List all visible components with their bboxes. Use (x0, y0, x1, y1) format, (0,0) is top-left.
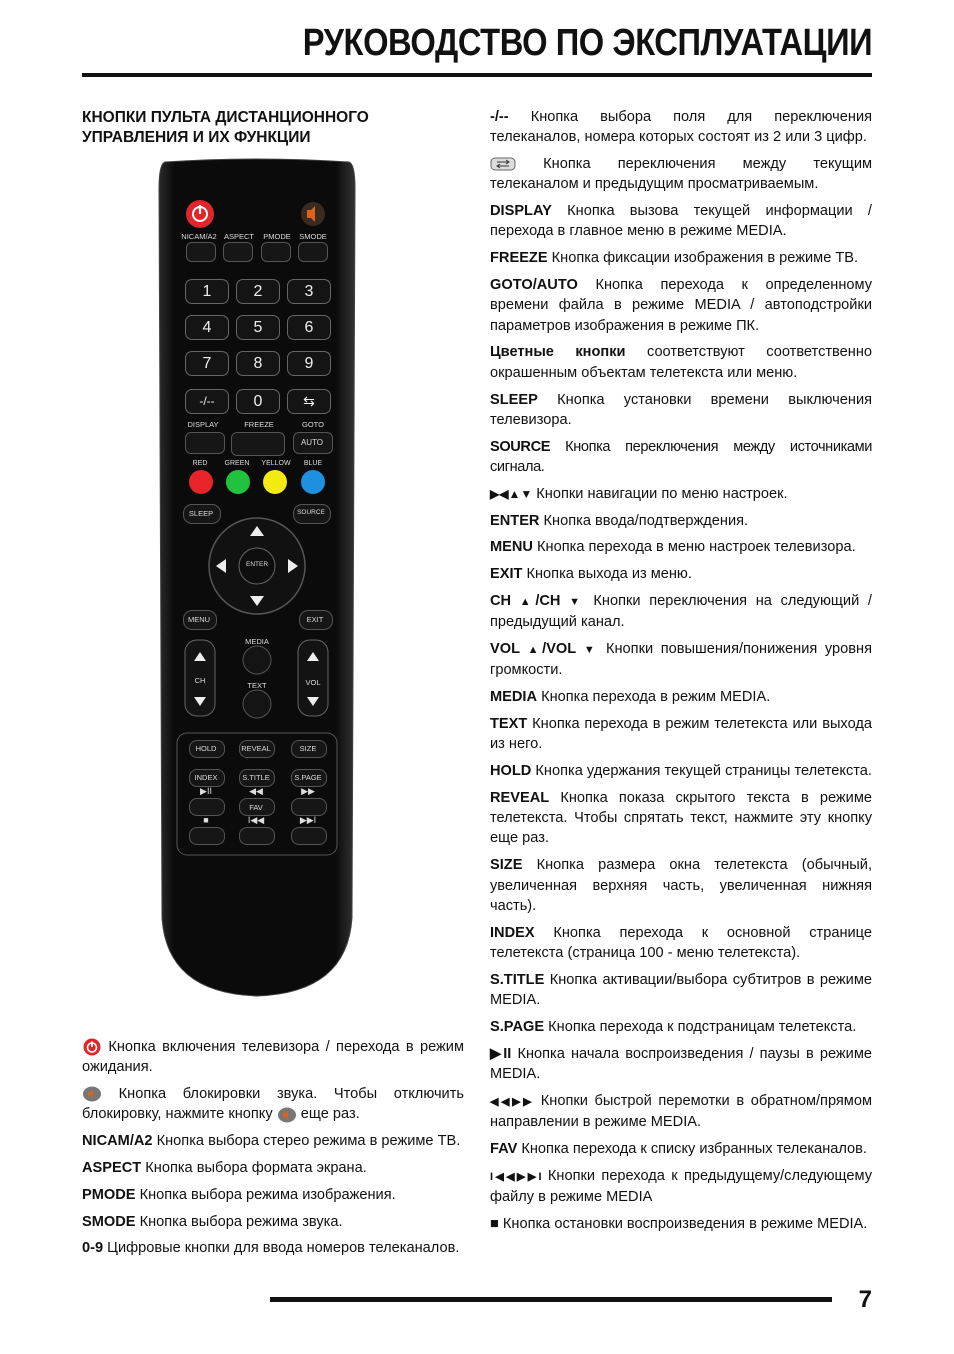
goto-key: GOTO/AUTO (490, 277, 578, 294)
vol-item (490, 639, 872, 681)
blue-button (301, 470, 325, 494)
media-item (490, 687, 872, 707)
sleep-label: SLEEP (188, 509, 214, 518)
fav-text: Кнопка перехода к списку избранных телеканалов. (521, 1140, 867, 1157)
freeze-label: FREEZE (244, 420, 274, 429)
display-label: DISPLAY (187, 420, 219, 429)
spage-item (490, 1017, 872, 1037)
ch-text: Кнопки переключения на следующий / предыдущий канал. (490, 592, 872, 631)
mute-item (82, 1084, 464, 1125)
digits-key: 0-9 (82, 1240, 104, 1257)
menu-text: Кнопка перехода в меню настроек телевизора. (537, 539, 856, 556)
footer-rule (270, 1297, 832, 1302)
source-key: SOURCE (490, 438, 551, 455)
page-number: 7 (858, 1286, 872, 1313)
aspect-button (223, 242, 253, 262)
spage-key: S.PAGE (490, 1018, 545, 1035)
hold-text: Кнопка удержания текущей страницы телетекста. (535, 763, 872, 780)
goto-item (490, 275, 872, 336)
prev-button (239, 827, 275, 845)
ffrew-text: Кнопки быстрой перемотки в обратном/прямом направлении в режиме MEDIA. (490, 1092, 872, 1130)
freeze-text: Кнопка фиксации изображения в режиме ТВ. (551, 250, 859, 267)
dash-item (490, 107, 872, 148)
index-item (490, 923, 872, 964)
display-button (185, 432, 225, 454)
digit-9-button: 9 (287, 351, 331, 376)
text-key: TEXT (490, 715, 528, 732)
pmode-label: PMODE (263, 232, 291, 241)
display-item (490, 201, 872, 242)
digits-text: Цифровые кнопки для ввода номеров телеканалов. (107, 1240, 460, 1257)
sleep-item (490, 390, 872, 431)
ch-label: CH (194, 676, 206, 685)
smode-key: SMODE (82, 1213, 136, 1230)
freeze-item (490, 248, 872, 268)
hold-key: HOLD (490, 763, 532, 780)
digit-3-button: 3 (287, 279, 331, 304)
dash-text: Кнопка выбора поля для переключения телеканалов, номера которых состоят из 2 или 3 цифр. (490, 109, 872, 146)
play-pause-icon: ▶II (490, 1045, 512, 1062)
aspect-text: Кнопка выбора формата экрана. (145, 1159, 367, 1176)
display-key: DISPLAY (490, 203, 552, 220)
nicam-key: NICAM/A2 (82, 1133, 153, 1150)
exit-label: EXIT (306, 615, 324, 624)
enter-label: ENTER (245, 561, 269, 568)
source-text: Кнопка переключения между источниками сигнала. (490, 438, 873, 475)
red-label: RED (192, 460, 208, 467)
aspect-key: ASPECT (82, 1159, 142, 1176)
source-item (490, 437, 872, 478)
enter-key: ENTER (490, 512, 540, 529)
reveal-key: REVEAL (490, 789, 550, 806)
stop-icon: ■ (490, 1215, 499, 1232)
ff-button (291, 798, 327, 816)
goto-label: GOTO (302, 420, 324, 429)
colorkeys-item (490, 342, 872, 383)
media-text: Кнопка перехода в режим MEDIA. (541, 689, 771, 706)
aspect-label: ASPECT (223, 232, 254, 241)
digit-7-button: 7 (185, 351, 229, 376)
ch-key: CH (490, 592, 512, 609)
nav-arrows-icon: ▶◀▲▼ (490, 486, 533, 501)
digit-1-button: 1 (185, 279, 229, 304)
display-text: Кнопка вызова текущей информации / перехода в главное меню в режиме MEDIA. (490, 203, 872, 240)
colorkeys-text: соответствуют соответственно окрашенным объектам телетекста или меню. (490, 344, 872, 381)
size-label: SIZE (299, 744, 317, 753)
sleep-key: SLEEP (490, 391, 538, 408)
pmode-text: Кнопка выбора режима изображения. (139, 1186, 396, 1203)
prevnext-text: Кнопки перехода к предыдущему/следующему файлу в режиме MEDIA (490, 1167, 872, 1205)
playpause-text: Кнопка начала воспроизведения / паузы в режиме MEDIA. (490, 1045, 872, 1082)
freeze-button (231, 432, 285, 456)
digit-4-button: 4 (185, 315, 229, 340)
fast-forward-icon: ▶▶ (301, 786, 315, 796)
enter-text: Кнопка ввода/подтверждения. (543, 512, 749, 529)
stitle-label: S.TITLE (242, 773, 270, 782)
vol-key: VOL (490, 641, 520, 658)
text-label: TEXT (247, 681, 267, 690)
header-rule (82, 73, 872, 77)
hold-item (490, 761, 872, 781)
recall-button: ⇆ (287, 389, 331, 414)
menu-key: MENU (490, 539, 533, 556)
smode-text: Кнопка выбора режима звука. (139, 1213, 343, 1230)
mute-icon (277, 1107, 297, 1123)
ch-item (490, 591, 872, 633)
digit-8-button: 8 (236, 351, 280, 376)
index-text: Кнопка перехода к основной странице телетекста (страница 100 - меню телетекста). (490, 924, 872, 961)
stop-button (189, 827, 225, 845)
fav-key: FAV (490, 1140, 518, 1157)
digit-0-button: 0 (236, 389, 280, 414)
enter-item (490, 511, 872, 531)
menu-item (490, 537, 872, 557)
vol-label: VOL (305, 678, 321, 687)
section-title: КНОПКИ ПУЛЬТА ДИСТАНЦИОННОГО УПРАВЛЕНИЯ И ИХ ФУНКЦИИ (82, 109, 369, 146)
index-label: INDEX (194, 773, 218, 782)
media-key: MEDIA (490, 689, 538, 706)
recall-text: Кнопка переключения между текущим телеканалом и предыдущим просматриваемым. (490, 156, 872, 193)
reveal-text: Кнопка показа скрытого текста в режиме телетекста. Чтобы спрятать текст, нажмите эту кнопку еще раз. (490, 789, 872, 847)
recall-item (490, 154, 872, 195)
rewind-icon: ◀◀ (249, 786, 263, 796)
digit-5-button: 5 (236, 315, 280, 340)
exit-item (490, 564, 872, 584)
pmode-item (82, 1185, 464, 1205)
recall-icon (490, 157, 516, 171)
play-pause-button (189, 798, 225, 816)
vol-text: Кнопки повышения/понижения уровня громкости. (490, 641, 872, 679)
auto-label: AUTO (300, 438, 324, 447)
sleep-text: Кнопка установки времени выключения телевизора. (490, 391, 872, 428)
nicam-button (186, 242, 216, 262)
pmode-key: PMODE (82, 1186, 136, 1203)
freeze-key: FREEZE (490, 250, 548, 267)
ffrew-item (490, 1091, 872, 1133)
up-triangle-icon: ▲ (527, 644, 543, 657)
smode-button (298, 242, 328, 262)
nicam-label: NICAM/A2 (181, 232, 217, 241)
vol-key-2: /VOL (542, 641, 577, 658)
power-item (82, 1037, 464, 1078)
source-label: SOURCE (297, 509, 325, 516)
remote-control-image (157, 158, 357, 998)
fav-label: FAV (249, 803, 263, 812)
reveal-label: REVEAL (241, 744, 271, 753)
nicam-text: Кнопка выбора стерео режима в режиме ТВ. (156, 1133, 461, 1150)
smode-label: SMODE (299, 232, 327, 241)
stop-item (490, 1214, 872, 1234)
green-button (226, 470, 250, 494)
exit-key: EXIT (490, 566, 523, 583)
stitle-text: Кнопка активации/выбора субтитров в режиме MEDIA. (490, 971, 872, 1008)
dash-button: -/-- (185, 389, 229, 414)
play-pause-icon: ▶II (200, 786, 212, 796)
prev-next-icon: I◀◀▶▶I (490, 1170, 542, 1183)
playpause-item (490, 1044, 872, 1085)
next-icon: ▶▶I (299, 815, 317, 825)
reveal-item (490, 788, 872, 849)
green-label: GREEN (224, 460, 250, 467)
fast-forward-rewind-icon: ◀◀▶▶ (490, 1095, 535, 1108)
text-item (490, 714, 872, 755)
menu-label: MENU (187, 615, 211, 624)
nav-text: Кнопки навигации по меню настроек. (536, 485, 788, 502)
prev-icon: I◀◀ (247, 815, 265, 825)
stitle-item (490, 970, 872, 1011)
nav-item (490, 484, 872, 504)
power-icon (82, 1038, 102, 1056)
mute-text-1: Кнопка блокировки звука. Чтобы отключить блокировку, нажмите кнопку (82, 1086, 464, 1123)
digit-2-button: 2 (236, 279, 280, 304)
page-title: РУКОВОДСТВО ПО ЭКСПЛУАТАЦИИ (302, 22, 872, 64)
fav-item (490, 1139, 872, 1159)
next-button (291, 827, 327, 845)
digits-item (82, 1238, 464, 1258)
yellow-label: YELLOW (261, 460, 291, 467)
goto-text: Кнопка перехода к определенному времени файла в режиме MEDIA / автоподстройки параметров изображения в режиме ПК. (490, 277, 872, 334)
prevnext-item (490, 1166, 872, 1208)
power-text: Кнопка включения телевизора / перехода в режим ожидания. (82, 1039, 464, 1076)
pmode-button (261, 242, 291, 262)
right-description-column (490, 107, 872, 1240)
blue-label: BLUE (303, 460, 323, 467)
smode-item (82, 1212, 464, 1232)
size-key: SIZE (490, 857, 523, 874)
ch-key-2: /CH (535, 592, 561, 609)
stitle-key: S.TITLE (490, 971, 545, 988)
digit-6-button: 6 (287, 315, 331, 340)
nicam-item (82, 1131, 464, 1151)
media-label: MEDIA (245, 637, 269, 646)
red-button (189, 470, 213, 494)
text-text: Кнопка перехода в режим телетекста или выхода из него. (490, 715, 872, 753)
spage-text: Кнопка перехода к подстраницам телетекста. (548, 1018, 857, 1035)
index-key: INDEX (490, 924, 535, 941)
yellow-button (263, 470, 287, 494)
aspect-item (82, 1158, 464, 1178)
stop-text: Кнопка остановки воспроизведения в режиме MEDIA. (502, 1215, 868, 1232)
down-triangle-icon: ▼ (569, 595, 585, 608)
size-text: Кнопка размера окна телетекста (обычный, увеличенная верхняя часть, увеличенная нижняя часть). (490, 857, 872, 914)
spage-label: S.PAGE (294, 773, 322, 782)
exit-text: Кнопка выхода из меню. (526, 566, 692, 583)
hold-label: HOLD (195, 744, 217, 753)
down-triangle-icon: ▼ (583, 644, 599, 657)
left-description-column (82, 1037, 464, 1265)
stop-icon: ■ (203, 815, 209, 825)
up-triangle-icon: ▲ (519, 595, 536, 608)
size-item (490, 855, 872, 916)
mute-text-2: еще раз. (300, 1106, 360, 1123)
colorkeys-key: Цветные кнопки (490, 344, 626, 361)
dash-key: -/-- (490, 109, 509, 125)
mute-icon (82, 1086, 102, 1102)
